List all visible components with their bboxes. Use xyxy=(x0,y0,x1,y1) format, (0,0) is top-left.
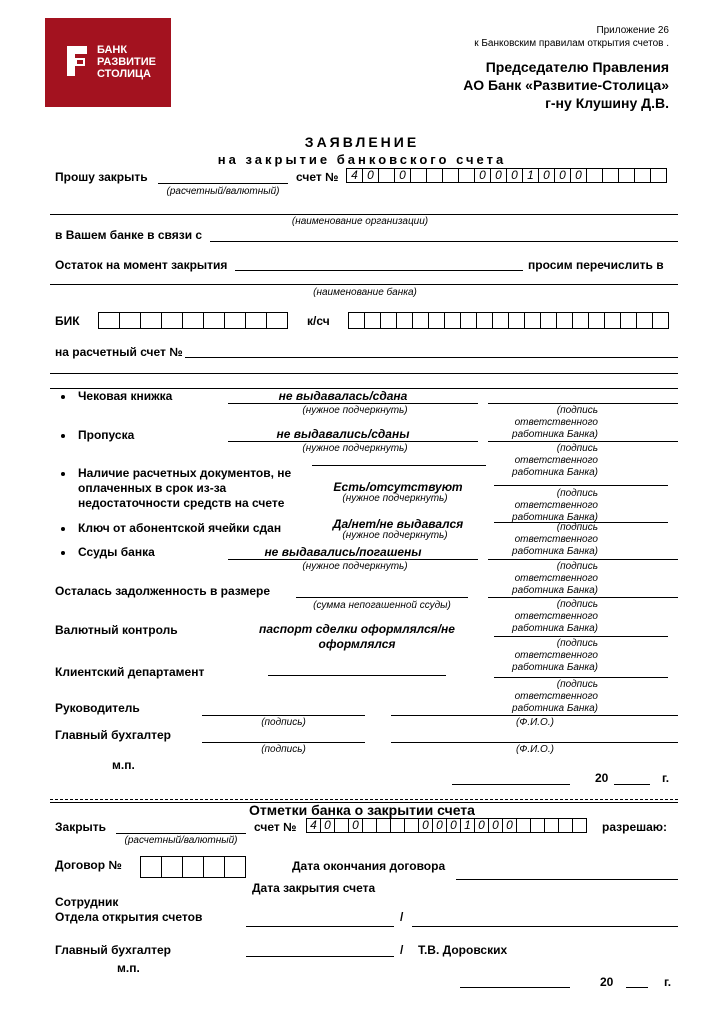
close-label: Закрыть xyxy=(55,820,107,834)
page-title: ЗАЯВЛЕНИЕ xyxy=(304,134,420,150)
addressee-line-3: г-ну Клушину Д.В. xyxy=(545,95,669,111)
client-dept-sign-caption: (подпись ответственного работника Банка) xyxy=(512,679,598,714)
bik-digit-cell[interactable] xyxy=(245,312,267,329)
account-digit-cell[interactable]: 0 xyxy=(538,168,555,183)
currency-control-line-2: оформлялся xyxy=(318,637,396,651)
docs-value: Есть/отсутствуют xyxy=(333,480,463,494)
manager-sign-caption: (подпись) xyxy=(261,717,306,728)
bik-digit-cell[interactable] xyxy=(266,312,288,329)
ks-label: к/сч xyxy=(307,314,330,328)
bank-chief-name: Т.В. Доровских xyxy=(418,943,508,957)
ks-digit-cell[interactable] xyxy=(396,312,413,329)
close-date-label: Дата закрытия счета xyxy=(252,881,376,895)
account-digit-cell[interactable]: 0 xyxy=(506,168,523,183)
bank-logo xyxy=(45,18,171,107)
bank-account-digit-cell[interactable]: 0 xyxy=(432,818,447,833)
manager-name-caption: (Ф.И.О.) xyxy=(516,717,554,728)
checkbook-label: Чековая книжка xyxy=(78,389,173,403)
contract-label: Договор № xyxy=(55,858,122,872)
bank-account-digit-cell[interactable]: 1 xyxy=(460,818,475,833)
account-number-label: счет № xyxy=(296,170,339,184)
ks-digit-cell[interactable] xyxy=(364,312,381,329)
account-digit-cell[interactable]: 0 xyxy=(570,168,587,183)
bank-account-digit-cell[interactable]: 0 xyxy=(320,818,335,833)
docs-line-1: Наличие расчетных документов, не xyxy=(78,466,292,480)
bik-digit-cell[interactable] xyxy=(224,312,246,329)
bank-account-digit-cell[interactable] xyxy=(334,818,349,833)
bank-account-digit-cell[interactable] xyxy=(530,818,545,833)
logo-line-1: БАНК xyxy=(97,44,128,56)
account-digit-cell[interactable] xyxy=(426,168,443,183)
stamp-place: м.п. xyxy=(112,758,135,772)
docs-underline-caption: (нужное подчеркнуть) xyxy=(342,493,448,504)
bank-account-digit-cell[interactable] xyxy=(376,818,391,833)
bik-digit-cell[interactable] xyxy=(140,312,162,329)
key-sign-caption: (подпись ответственного работника Банка) xyxy=(512,522,598,557)
loans-underline-caption: (нужное подчеркнуть) xyxy=(302,561,408,572)
bik-digit-cell[interactable] xyxy=(98,312,120,329)
org-name-caption: (наименование организации) xyxy=(291,216,429,227)
loans-value: не выдавались/погашены xyxy=(264,545,422,559)
account-digit-cell[interactable]: 4 xyxy=(346,168,363,183)
reason-label: в Вашем банке в связи с xyxy=(55,228,203,242)
logo-line-2: РАЗВИТИЕ xyxy=(97,56,157,68)
bank-account-digit-cell[interactable]: 0 xyxy=(446,818,461,833)
bank-account-digit-cell[interactable]: 0 xyxy=(418,818,433,833)
ks-digit-cell[interactable] xyxy=(556,312,573,329)
docs-line-2: оплаченных в срок из-за xyxy=(78,481,227,495)
appendix-line-1: Приложение 26 xyxy=(596,25,669,36)
chief-name-caption: (Ф.И.О.) xyxy=(516,744,554,755)
ks-digit-cell[interactable] xyxy=(412,312,429,329)
employee-line-1: Сотрудник xyxy=(55,895,119,909)
bank-account-digit-cell[interactable] xyxy=(572,818,587,833)
bank-account-digit-cell[interactable]: 0 xyxy=(348,818,363,833)
bank-date-year: 20 xyxy=(600,975,614,989)
date-year: 20 xyxy=(595,771,609,785)
ks-digit-cell[interactable] xyxy=(476,312,493,329)
bank-account-digit-cell[interactable]: 0 xyxy=(474,818,489,833)
checkbook-value: не выдавалась/сдана xyxy=(278,389,408,403)
addressee-line-2: АО Банк «Развитие-Столица» xyxy=(463,77,669,93)
manager-label: Руководитель xyxy=(55,701,140,715)
bank-account-digit-cell[interactable]: 0 xyxy=(502,818,517,833)
close-request-label: Прошу закрыть xyxy=(55,170,148,184)
account-digit-cell[interactable] xyxy=(410,168,427,183)
contract-digit-cell[interactable] xyxy=(224,856,246,878)
contract-digit-cell[interactable] xyxy=(161,856,183,878)
chief-slash: / xyxy=(400,943,404,957)
bank-account-digit-cell[interactable] xyxy=(404,818,419,833)
account-digit-cell[interactable] xyxy=(634,168,651,183)
bik-digit-cell[interactable] xyxy=(203,312,225,329)
bik-label: БИК xyxy=(55,314,80,328)
page-subtitle: на закрытие банковского счета xyxy=(217,152,507,167)
logo-mark-icon xyxy=(63,42,91,80)
account-digit-cell[interactable] xyxy=(618,168,635,183)
bank-account-digit-cell[interactable] xyxy=(544,818,559,833)
chief-accountant-label: Главный бухгалтер xyxy=(55,728,172,742)
ks-digit-cell[interactable] xyxy=(604,312,621,329)
debt-caption: (сумма непогашенной ссуды) xyxy=(313,600,451,611)
ks-digit-cell[interactable] xyxy=(428,312,445,329)
checkbook-sign-caption: (подпись ответственного работника Банка) xyxy=(512,405,598,440)
balance-label: Остаток на момент закрытия xyxy=(55,258,228,272)
ks-digit-cell[interactable] xyxy=(652,312,669,329)
addressee-line-1: Председателю Правления xyxy=(485,59,669,75)
ks-digit-cell[interactable] xyxy=(444,312,461,329)
bank-name-caption: (наименование банка) xyxy=(313,287,417,298)
ks-digit-cell[interactable] xyxy=(460,312,477,329)
appendix-line-2: к Банковским правилам открытия счетов . xyxy=(474,38,669,49)
account-digit-cell[interactable] xyxy=(442,168,459,183)
ks-digit-cell[interactable] xyxy=(492,312,509,329)
account-digit-cell[interactable]: 1 xyxy=(522,168,539,183)
account-digit-cell[interactable]: 0 xyxy=(362,168,379,183)
bank-stamp-place: м.п. xyxy=(117,961,140,975)
account-digit-cell[interactable] xyxy=(378,168,395,183)
bik-digit-cell[interactable] xyxy=(119,312,141,329)
ks-digit-cell[interactable] xyxy=(524,312,541,329)
permit-label: разрешаю: xyxy=(602,820,668,834)
debt-sign-caption: (подпись ответственного работника Банка) xyxy=(512,599,598,634)
ks-digit-cell[interactable] xyxy=(620,312,637,329)
currency-control-label: Валютный контроль xyxy=(55,623,178,637)
bik-digit-cell[interactable] xyxy=(182,312,204,329)
ks-digit-cell[interactable] xyxy=(348,312,365,329)
account-digit-cell[interactable]: 0 xyxy=(554,168,571,183)
passes-label: Пропуска xyxy=(78,428,135,442)
bank-account-digit-cell[interactable] xyxy=(558,818,573,833)
transfer-label: просим перечислить в xyxy=(528,258,664,272)
contract-digit-cell[interactable] xyxy=(182,856,204,878)
chief-sign-caption: (подпись) xyxy=(261,744,306,755)
ks-digit-cell[interactable] xyxy=(588,312,605,329)
docs-sign-caption: (подпись ответственного работника Банка) xyxy=(512,488,598,523)
bank-account-digit-cell[interactable]: 4 xyxy=(306,818,321,833)
passes-sign-caption: (подпись ответственного работника Банка) xyxy=(512,443,598,478)
date-suffix: г. xyxy=(662,771,670,785)
employee-slash: / xyxy=(400,910,404,924)
key-underline-caption: (нужное подчеркнуть) xyxy=(342,530,448,541)
bank-chief-label: Главный бухгалтер xyxy=(55,943,172,957)
currency-control-line-1: паспорт сделки оформлялся/не xyxy=(259,622,455,636)
loans-label: Ссуды банка xyxy=(78,545,155,559)
account-digit-cell[interactable]: 0 xyxy=(474,168,491,183)
bik-digit-cell[interactable] xyxy=(161,312,183,329)
close-account-type-caption: (расчетный/валютный) xyxy=(124,835,238,846)
key-value: Да/нет/не выдавался xyxy=(332,517,464,531)
checkbook-underline-caption: (нужное подчеркнуть) xyxy=(302,405,408,416)
key-label: Ключ от абонентской ячейки сдан xyxy=(78,521,282,535)
logo-line-3: СТОЛИЦА xyxy=(97,68,152,80)
docs-line-3: недостаточности средств на счете xyxy=(78,496,285,510)
bank-date-suffix: г. xyxy=(664,975,672,989)
contract-digit-cell[interactable] xyxy=(140,856,162,878)
ks-digit-cell[interactable] xyxy=(572,312,589,329)
loans-sign-caption: (подпись ответственного работника Банка) xyxy=(512,561,598,596)
contract-end-label: Дата окончания договора xyxy=(292,859,446,873)
account-digit-cell[interactable] xyxy=(602,168,619,183)
account-digit-cell[interactable]: 0 xyxy=(394,168,411,183)
bank-marks-title: Отметки банка о закрытии счета xyxy=(249,802,475,818)
ks-digit-cell[interactable] xyxy=(508,312,525,329)
passes-underline-caption: (нужное подчеркнуть) xyxy=(302,443,408,454)
ks-digit-cell[interactable] xyxy=(380,312,397,329)
debt-label: Осталась задолженность в размере xyxy=(55,584,271,598)
account-digit-cell[interactable] xyxy=(586,168,603,183)
bank-account-digit-cell[interactable] xyxy=(516,818,531,833)
account-to-label: на расчетный счет № xyxy=(55,345,183,359)
ks-digit-cell[interactable] xyxy=(540,312,557,329)
bank-account-digit-cell[interactable] xyxy=(362,818,377,833)
employee-line-2: Отдела открытия счетов xyxy=(55,910,203,924)
bank-account-digit-cell[interactable]: 0 xyxy=(488,818,503,833)
account-digit-cell[interactable] xyxy=(650,168,667,183)
bank-account-digit-cell[interactable] xyxy=(390,818,405,833)
ks-digit-cell[interactable] xyxy=(636,312,653,329)
account-type-caption: (расчетный/валютный) xyxy=(166,186,280,197)
bank-account-number-label: счет № xyxy=(254,820,297,834)
passes-value: не выдавались/сданы xyxy=(276,427,410,441)
account-digit-cell[interactable]: 0 xyxy=(490,168,507,183)
currency-control-sign-caption: (подпись ответственного работника Банка) xyxy=(512,638,598,673)
account-digit-cell[interactable] xyxy=(458,168,475,183)
contract-digit-cell[interactable] xyxy=(203,856,225,878)
client-dept-label: Клиентский департамент xyxy=(55,665,205,679)
